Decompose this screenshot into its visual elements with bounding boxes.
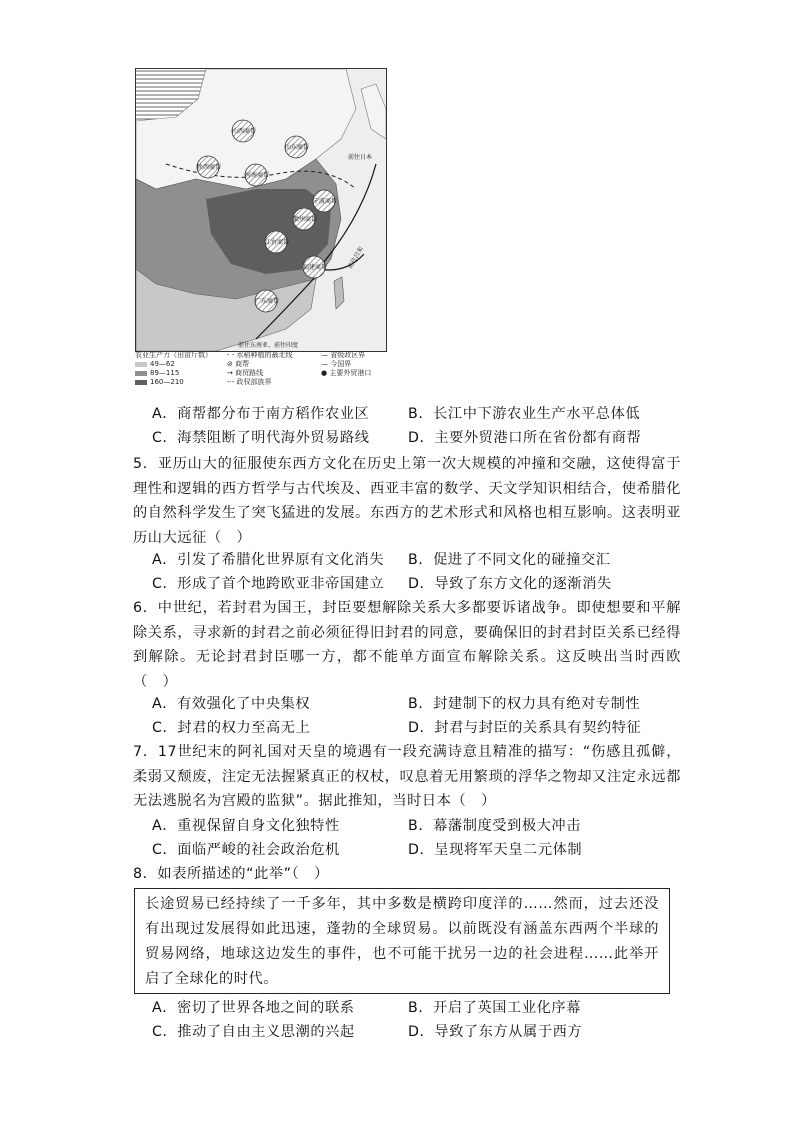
- label-fujian: 福建商帮: [303, 264, 328, 271]
- legend-swatch-mid: [135, 371, 147, 376]
- q5-option-a[interactable]: A．引发了希腊化世界原有文化消失: [152, 552, 385, 568]
- q4-option-c[interactable]: C．海禁阻断了明代海外贸易路线: [152, 430, 370, 446]
- legend-rice-line: 水稻种植的最北线: [236, 351, 293, 359]
- q7-options-row1: [152, 814, 672, 838]
- label-shanxi: 山西商帮: [232, 128, 257, 135]
- q8-options-row2: [152, 1020, 672, 1044]
- q8-option-a[interactable]: A．密切了世界各地之间的联系: [152, 1000, 355, 1016]
- label-shandong: 山东商帮: [285, 144, 310, 151]
- q6-options-row2: [152, 716, 672, 740]
- legend-swatch-light: [135, 362, 147, 367]
- legend-band-3: 160—210: [150, 378, 184, 386]
- map-legend: 农业生产力（田亩斤数） 49—62 89—115 160—210 - - 水稻种植的最北线 ⊘ 商帮 → 商贸路线 -·- 政权部族界 — 省级政区界 — 今国界 ● 主要外贸港口: [135, 351, 372, 386]
- label-route-luzon: 前往吕宋: [346, 245, 365, 270]
- q8-option-d[interactable]: D．导致了东方从属于西方: [408, 1024, 583, 1040]
- label-ningbo: 宁波商帮: [313, 198, 338, 205]
- q7-stem: 7．17世纪末的阿礼国对天皇的境遇有一段充满诗意且精准的描写：“伤感且孤僻，柔弱又颓废，注定无法握紧真正的权杖，叹息着无用繁琐的浮华之物却又注定永远都无法逃脱名为宫殿的监狱”。据此推知，当时日本（ ）: [133, 744, 681, 809]
- legend-band-1: 49—62: [150, 360, 175, 368]
- q6-stem: 6．中世纪，若封君为国王，封臣要想解除关系大多都要诉诸战争。即使想要和平解除关系，寻求新的封君之前必须征得旧封君的同意，要确保旧的封君封臣关系已经得到解除。无论封君封臣哪一方，都不能单方面宣布解除关系。这反映出当时西欧（ ）: [133, 600, 681, 690]
- q5-stem: 5．亚历山大的征服使东西方文化在历史上第一次大规模的冲撞和交融，这使得富于理性和逻辑的西方哲学与古代埃及、西亚丰富的数学、天文学知识相结合，使希腊化的自然科学发生了突飞猛进的发展。东西方的艺术形式和风格也相互影响。这表明亚历山大远征（ ）: [133, 456, 681, 546]
- legend-province: 省级政区界: [330, 351, 366, 359]
- q7-option-c[interactable]: C．面临严峻的社会政治危机: [152, 842, 340, 858]
- label-route-japan: 前往日本: [348, 154, 373, 161]
- legend-port: 主要外贸港口: [329, 369, 372, 377]
- label-henan: 河南商帮: [245, 172, 270, 179]
- q8-option-b[interactable]: B．开启了英国工业化序幕: [408, 1000, 581, 1016]
- q8-quote-box: 长途贸易已经持续了一千多年，其中多数是横跨印度洋的……然而，过去还没有出现过发展得如此迅速，蓬勃的全球贸易。以前既没有涵盖东西两个半球的贸易网络，地球这边发生的事件，也不可能干扰另一边的社会进程……此举开启了全球化的时代。: [134, 888, 670, 994]
- q5-option-d[interactable]: D．导致了东方文化的逐渐消失: [408, 576, 612, 592]
- q6-option-d[interactable]: D．封君与封臣的关系具有契约特征: [408, 720, 642, 736]
- q7-option-d[interactable]: D．呈现将军天皇二元体制: [408, 842, 583, 858]
- q5-options-row2: [152, 572, 672, 596]
- q5-option-c[interactable]: C．形成了首个地跨欧亚非帝国建立: [152, 576, 385, 592]
- q7-options-row2: [152, 838, 672, 862]
- historical-map: [135, 68, 387, 352]
- q8-options-row1: [152, 996, 672, 1020]
- label-route-south: 前往东南亚、前往印度: [238, 342, 299, 349]
- legend-trade-route: 商贸路线: [235, 369, 264, 377]
- legend-title: 农业生产力（田亩斤数）: [135, 351, 212, 359]
- legend-regime: 政权部族界: [236, 378, 272, 386]
- q4-options-row2: [152, 426, 672, 450]
- q5-options-row1: [152, 548, 672, 572]
- map-graphic: [136, 69, 386, 351]
- legend-border: 今国界: [330, 360, 352, 368]
- q7-option-a[interactable]: A．重视保留自身文化独特性: [152, 818, 340, 834]
- legend-guild-icon: ⊘: [227, 360, 233, 368]
- q4-option-d[interactable]: D．主要外贸港口所在省份都有商帮: [408, 430, 642, 446]
- legend-swatch-dark: [135, 380, 147, 385]
- q4-options-row1: [152, 402, 672, 426]
- q4-option-b[interactable]: B．长江中下游农业生产水平总体低: [408, 406, 641, 422]
- q8-option-c[interactable]: C．推动了自由主义思潮的兴起: [152, 1024, 355, 1040]
- q4-option-a[interactable]: A．商帮都分布于南方稻作农业区: [152, 406, 370, 422]
- label-shaanxi: 陕西商帮: [197, 164, 222, 171]
- q6-options-row1: [152, 692, 672, 716]
- q6-option-a[interactable]: A．有效强化了中央集权: [152, 696, 311, 712]
- label-guangdong: 广东商帮: [255, 298, 280, 305]
- label-jiangyou: 江右商帮: [265, 239, 290, 246]
- q6-option-b[interactable]: B．封建制下的权力具有绝对专制性: [408, 696, 641, 712]
- q8-stem: 8．如表所描述的“此举”（ ）: [133, 866, 329, 882]
- legend-port-icon: ●: [321, 369, 328, 377]
- q6-option-c[interactable]: C．封君的权力至高无上: [152, 720, 311, 736]
- legend-guild: 商帮: [235, 360, 250, 368]
- legend-arrow-icon: →: [227, 369, 233, 377]
- q5-option-b[interactable]: B．促进了不同文化的碰撞交汇: [408, 552, 611, 568]
- q7-option-b[interactable]: B．幕藩制度受到极大冲击: [408, 818, 581, 834]
- legend-band-2: 89—115: [150, 369, 180, 377]
- label-huizhou: 徽州商帮: [293, 216, 318, 223]
